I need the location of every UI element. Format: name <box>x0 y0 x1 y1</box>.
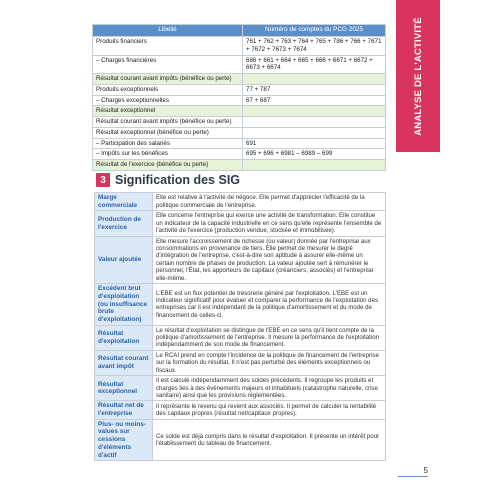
accounts-table-row <box>93 74 386 85</box>
sig-term: Production de l'exercice <box>95 211 153 236</box>
sig-term: Résultat exceptionnel <box>95 376 153 401</box>
row-label: – Charges exceptionnelles <box>93 95 243 106</box>
row-accounts: 686 + 661 + 664 + 665 + 666 + 6671 + 6672 + 6673 + 6674 <box>243 55 386 74</box>
sig-description: L'EBE est un flux potentiel de trésorerie généré par l'exploitation. L'EBE est un indicateur significatif pour évaluer et comparer la performance de l'exploitation des entreprises car il est indépendant de la politique d'amortissement et du mode de financement de celles-ci. <box>153 284 386 325</box>
row-accounts <box>243 74 386 85</box>
row-label: Produits financiers <box>93 37 243 56</box>
row-accounts: 695 + 696 + 6981 – 6989 – 699 <box>243 149 386 160</box>
row-accounts <box>243 160 386 171</box>
sig-description: Il est calculé indépendamment des soldes précédents. Il regroupe les produits et charges liés à des événements majeurs et inhabituels (catastrophe naturelle, crise sanitaire) ainsi que les provisions réglementées. <box>153 376 386 401</box>
row-accounts: 67 + 687 <box>243 95 386 106</box>
sig-row <box>95 193 386 211</box>
accounts-table-row <box>93 138 386 149</box>
accounts-table-row <box>93 95 386 106</box>
section-title: Signification des SIG <box>115 173 241 187</box>
row-accounts: 77 + 787 <box>243 84 386 95</box>
accounts-table-row <box>93 55 386 74</box>
sig-row <box>95 211 386 236</box>
sig-term: Résultat net de l'entreprise <box>95 401 153 419</box>
accounts-table-row <box>93 117 386 128</box>
accounts-table-row <box>93 149 386 160</box>
row-accounts: 761 + 762 + 763 + 764 + 765 + 786 + 766 + 7671 + 7672 + 7673 + 7674 <box>243 37 386 56</box>
section-number: 3 <box>96 173 110 187</box>
sig-row <box>95 419 386 460</box>
accounts-table-row <box>93 37 386 56</box>
row-accounts <box>243 127 386 138</box>
row-label: Produits exceptionnels <box>93 84 243 95</box>
accounts-table-header <box>93 25 386 37</box>
accounts-table-row <box>93 160 386 171</box>
row-accounts: 691 <box>243 138 386 149</box>
sig-description: Elle concerne l'entreprise qui exerce une activité de transformation. Elle constitue un indicateur de la capacité industrielle en ce sens qu'elle représente l'ensemble de l'activité de l'exercice (production vendue, stockée et immobilisée). <box>153 211 386 236</box>
sig-term: Résultat d'exploitation <box>95 325 153 350</box>
accounts-table <box>92 24 386 171</box>
sig-row <box>95 401 386 419</box>
side-tab <box>396 0 440 152</box>
sig-term: Excédent brut d'exploitation (ou insuffisance brute d'exploitation) <box>95 284 153 325</box>
page-number: 5 <box>398 466 428 477</box>
row-label: Résultat exceptionnel <box>93 106 243 117</box>
sig-row <box>95 350 386 375</box>
row-label: – Participation des salariés <box>93 138 243 149</box>
row-accounts <box>243 117 386 128</box>
row-accounts <box>243 106 386 117</box>
row-label: Résultat de l'exercice (bénéfice ou perte) <box>93 160 243 171</box>
sig-description: Le résultat d'exploitation se distingue de l'EBE en ce sens qu'il tient compte de la politique d'amortissement de l'entreprise. Il mesure la performance de l'exploitation indépendamment de son mode de financement. <box>153 325 386 350</box>
row-label: – Charges financières <box>93 55 243 74</box>
sig-row <box>95 376 386 401</box>
sig-description: Ce solde est déjà compris dans le résultat d'exploitation. Il présente un intérêt pour l'établissement du tableau de financement. <box>153 419 386 460</box>
row-label: Résultat courant avant impôts (bénéfice ou perte) <box>93 74 243 85</box>
section-heading <box>96 172 240 188</box>
sig-description: Elle est relative à l'activité de négoce. Elle permet d'apprécier l'efficacité de la politique commerciale de l'entreprise. <box>153 193 386 211</box>
accounts-table-row <box>93 106 386 117</box>
sig-row <box>95 236 386 284</box>
sig-description: Il représente le revenu qui revient aux associés. Il permet de calculer la rentabilité des capitaux propres (résultat net/capitaux propres). <box>153 401 386 419</box>
sig-description: Elle mesure l'accroissement de richesse (ou valeur) donnée par l'entreprise aux consommations en provenance de tiers. Elle permet de mesurer le degré d'intégration de l'entreprise, c'est-à-dire son aptitude à assurer elle-même un certain nombre de phases de production. La valeur ajoutée sert à rémunérer le personnel, l'État, les apporteurs de capitaux (créanciers, associés) et l'entreprise elle-même. <box>153 236 386 284</box>
header-libelle: Libellé <box>93 25 243 37</box>
accounts-table-row <box>93 84 386 95</box>
sig-term: Marge commerciale <box>95 193 153 211</box>
row-label: – Impôts sur les bénéfices <box>93 149 243 160</box>
row-label: Résultat courant avant impôts (bénéfice ou perte) <box>93 117 243 128</box>
sig-table <box>94 192 386 461</box>
sig-term: Valeur ajoutée <box>95 236 153 284</box>
sig-row <box>95 284 386 325</box>
header-comptes: Numéro de comptes du PCG 2025 <box>243 25 386 37</box>
sig-description: Le RCAI prend en compte l'incidence de la politique de financement de l'entreprise sur la formation du résultat. Il n'est pas perturbé des éléments exceptionnels ou fiscaux. <box>153 350 386 375</box>
sig-term: Résultat courant avant impôt <box>95 350 153 375</box>
sig-term: Plus- ou moins-values sur cessions d'éléments d'actif <box>95 419 153 460</box>
sig-row <box>95 325 386 350</box>
accounts-table-row <box>93 127 386 138</box>
row-label: Résultat exceptionnel (bénéfice ou perte) <box>93 127 243 138</box>
side-tab-label: ANALYSE DE L'ACTIVITÉ <box>412 16 424 136</box>
